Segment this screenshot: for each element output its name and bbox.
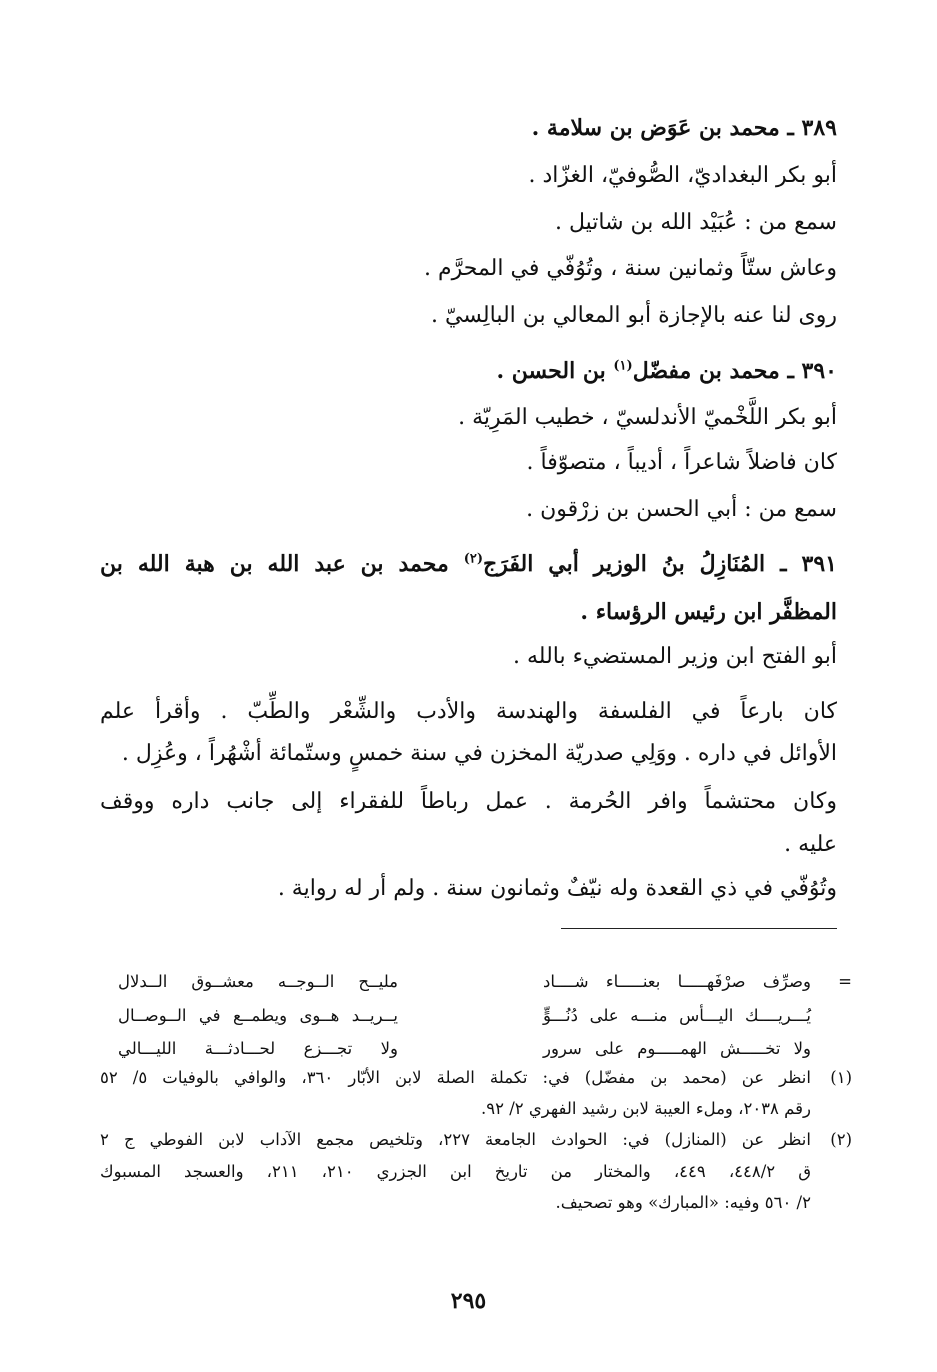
entry-391-heading-continuation: المظفَّر ابن رئيس الرؤساء . <box>580 599 837 625</box>
page-number: ٢٩٥ <box>450 1288 487 1314</box>
verse-hemistich: يُـــريــــك اليـــأس منـــه على دُنُـــوٍّ <box>543 1006 811 1025</box>
footnote-separator <box>561 928 837 929</box>
footnote-1-line: انظر عن (محمد بن مفضّل) في: تكملة الصلة لابن الأبّار ٣٦٠، والوافي بالوفيات ٥/ ٥٢ <box>100 1068 811 1087</box>
entry-389-heading: ٣٨٩ ـ محمد بن عَوَض بن سلامة . <box>531 115 837 141</box>
entry-390-heading-rest: بن الحسن . <box>496 358 614 384</box>
entry-389-line: سمع من : عُبَيْد الله بن شاتيل . <box>554 210 837 235</box>
footnote-continuation-marker: = <box>838 972 852 991</box>
footnote-marker-2: (٢) <box>830 1130 852 1149</box>
verse-hemistich: مليــح الــوجــه معشــوق الــدلال <box>118 972 398 991</box>
footnote-marker-1: (١) <box>830 1068 852 1087</box>
entry-391-kunya: أبو الفتح ابن وزير المستضيء بالله . <box>513 644 837 669</box>
entry-391-heading <box>100 548 837 582</box>
verse-hemistich: وصرِّف صرْفَهـــــا بعنـــــاء شــــاد <box>543 972 811 991</box>
footnote-2-line: انظر عن (المنازل) في: الحوادث الجامعة ٢٢٧، وتلخيص مجمع الآداب لابن الفوطي ج ٢ <box>100 1130 811 1149</box>
footnote-ref-1: (١) <box>613 358 633 374</box>
footnote-1-line: رقم ٢٠٣٨، وملء العيبة لابن رشيد الفهري ٢/ ٩٢. <box>480 1099 811 1118</box>
entry-391-paragraph: عليه . <box>784 832 837 857</box>
entry-391-paragraph: وكان محتشماً وافر الحُرمة . عمل رباطاً للفقراء إلى جانب داره ووقف <box>100 789 837 814</box>
verse-hemistich: ولا تجـــزع لحـــادثـــة الليـــالي <box>118 1039 398 1058</box>
footnote-2-line: ٢/ ٥٦٠ وفيه: «المبارك» وهو تصحيف. <box>555 1193 811 1212</box>
entry-390-line: سمع من : أبي الحسن بن زرْقون . <box>526 497 837 522</box>
footnote-2-line: ق ٤٤٨/٢، ٤٤٩، والمختار من تاريخ ابن الجزري ٢١٠، ٢١١، والعسجد المسبوك <box>100 1162 812 1181</box>
entry-391-heading-rest: محمد بن عبد الله بن هبة الله بن <box>100 551 464 577</box>
entry-390-line: كان فاضلاً شاعراً ، أديباً ، متصوّفاً . <box>526 450 837 475</box>
entry-390-line: أبو بكر اللَّخْميّ الأندلسيّ ، خطيب المَرِيّة . <box>458 405 837 430</box>
entry-389-line: أبو بكر البغداديّ، الصُّوفيّ، الغزّاد . <box>528 163 837 188</box>
entry-389-line: وعاش ستّاً وثمانين سنة ، وتُوُفّي في المحرَّم . <box>424 256 837 281</box>
entry-391-heading-name: ٣٩١ ـ المُنَازِلُ بنُ الوزير أبي الفَرَج <box>483 551 837 577</box>
entry-391-paragraph: وتُوُفّي في ذي القعدة وله نيّفٌ وثمانون سنة . ولم أر له رواية . <box>277 876 837 901</box>
entry-390-heading <box>496 355 837 389</box>
verse-hemistich: يــريــد هــوى ويطمــع في الــوصــال <box>118 1006 398 1025</box>
footnote-ref-2: (٢) <box>463 551 484 567</box>
entry-389-line: روى لنا عنه بالإجازة أبو المعالي بن البالِسيّ . <box>430 303 837 328</box>
entry-390-heading-name: ٣٩٠ ـ محمد بن مفضّل <box>632 358 837 384</box>
entry-391-paragraph: الأوائل في داره . ووَلِي صدريّة المخزن في سنة خمسٍ وستّمائة أشْهُراً ، وعُزِل . <box>121 741 837 766</box>
verse-hemistich: ولا تخـــــش الهمـــــوم على سرور <box>543 1039 811 1058</box>
entry-391-paragraph: كان بارعاً في الفلسفة والهندسة والأدب والشِّعْر والطِّبّ . وأقرأ علم <box>100 699 837 724</box>
